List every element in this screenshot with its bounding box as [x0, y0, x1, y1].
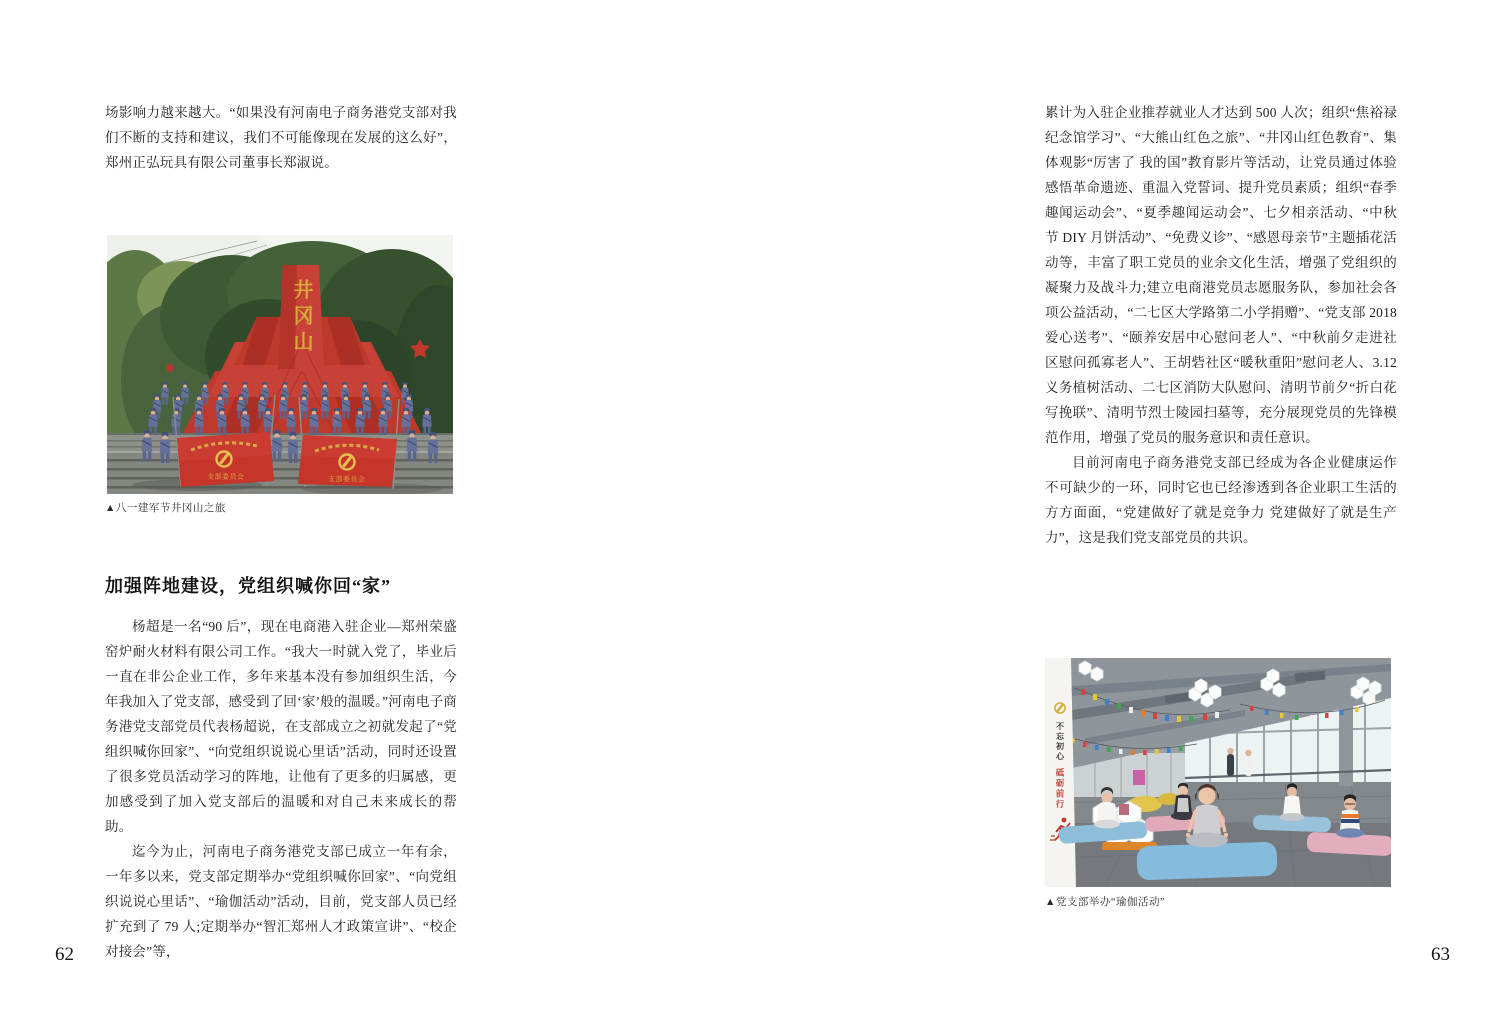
monument-inscription: 井冈山 — [290, 279, 312, 357]
paragraph: 目前河南电子商务港党支部已经成为各企业健康运作不可缺少的一环，同时它也已经渗透到各企业职工生活的方方面面，“党建做好了就是竞争力 党建做好了就是生产力”，这是我们党支部党员的共识。 — [1045, 455, 1397, 545]
left-body-text — [105, 614, 457, 964]
photo-caption: ▲党支部举办“瑜伽活动” — [1045, 897, 1166, 908]
slogan-wall — [1045, 658, 1076, 887]
section-heading: 加强阵地建设，党组织喊你回“家” — [105, 576, 391, 596]
page-number-left: 62 — [55, 944, 74, 965]
jinggangshan-photo-illustration — [107, 235, 453, 494]
intro-paragraph: 场影响力越来越大。“如果没有河南电子商务港党支部对我们不断的支持和建议，我们不可能像现在发展的这么好”，郑州正弘玩具有限公司董事长郑淑说。 — [105, 105, 457, 170]
flag-bottom-text: 支部委员会 — [207, 473, 245, 481]
wall-slogan-bottom: 砥砺前行 — [1055, 768, 1065, 810]
paragraph: 累计为入驻企业推荐就业人才达到 500 人次；组织“焦裕禄纪念馆学习”、“大熊山红色之旅”、“井冈山红色教育”、集体观影“厉害了 我的国”教育影片等活动，让党员通过体验感悟革命遗迹、重温入党誓词、提升党员素质；组织“春季趣闻运动会”、“夏季趣闻运动会”、七夕相亲活动、“中秋节 DIY 月饼活动”、“免费义诊”、“感恩母亲节”主题插花活动等，丰富了职工党员的业余文化生活，增强了党组织的凝聚力及战斗力;建立电商港党员志愿服务队，参加社会各项公益活动，“二七区大学路第二小学捐赠”、“党支部 2018 爱心送考”、“颐养安居中心慰问老人”、“中秋前夕走进社区慰问孤寡老人”、王胡砦社区“暖秋重阳”慰问老人、3.12 义务植树活动、二七区消防大队慰问、清明节前夕“折白花 写挽联”、清明节烈士陵园扫墓等，充分展现党员的先锋模范作用，增强了党员的服务意识和责任意识。 — [1045, 105, 1397, 445]
wall-slogan-top: 不忘初心 — [1055, 722, 1065, 762]
photo-caption: ▲八一建军节井冈山之旅 — [105, 503, 226, 514]
right-body-text — [1045, 100, 1397, 550]
flag-bottom-text: 支部委员会 — [328, 476, 366, 483]
page-number-right: 63 — [1431, 944, 1450, 965]
photo-jinggangshan-group — [107, 235, 453, 494]
yoga-photo-illustration — [1045, 658, 1391, 887]
party-flag-left — [177, 432, 274, 487]
party-flag-right — [298, 435, 397, 487]
paragraph: 迄今为止，河南电子商务港党支部已成立一年有余，一年多以来，党支部定期举办“党组织喊你回家”、“向党组织说说心里话”、“瑜伽活动”活动，目前，党支部人员已经扩充到了 79 人;定期举办“智汇郑州人才政策宣讲”、“校企对接会”等， — [105, 844, 457, 959]
paragraph: 杨超是一名“90 后”，现在电商港入驻企业—郑州荣盛窑炉耐火材料有限公司工作。“我大一时就入党了，毕业后一直在非公企业工作，多年来基本没有参加组织生活，今年我加入了党支部，感受到了回‘家’般的温暖。”河南电子商务港党支部党员代表杨超说，在支部成立之初就发起了“党组织喊你回家”、“向党组织说说心里话”活动，同时还设置了很多党员活动学习的阵地，让他有了更多的归属感，更加感受到了加入党支部后的温暖和对自己未来成长的帮助。 — [105, 619, 457, 834]
photo-yoga-activity — [1045, 658, 1391, 887]
